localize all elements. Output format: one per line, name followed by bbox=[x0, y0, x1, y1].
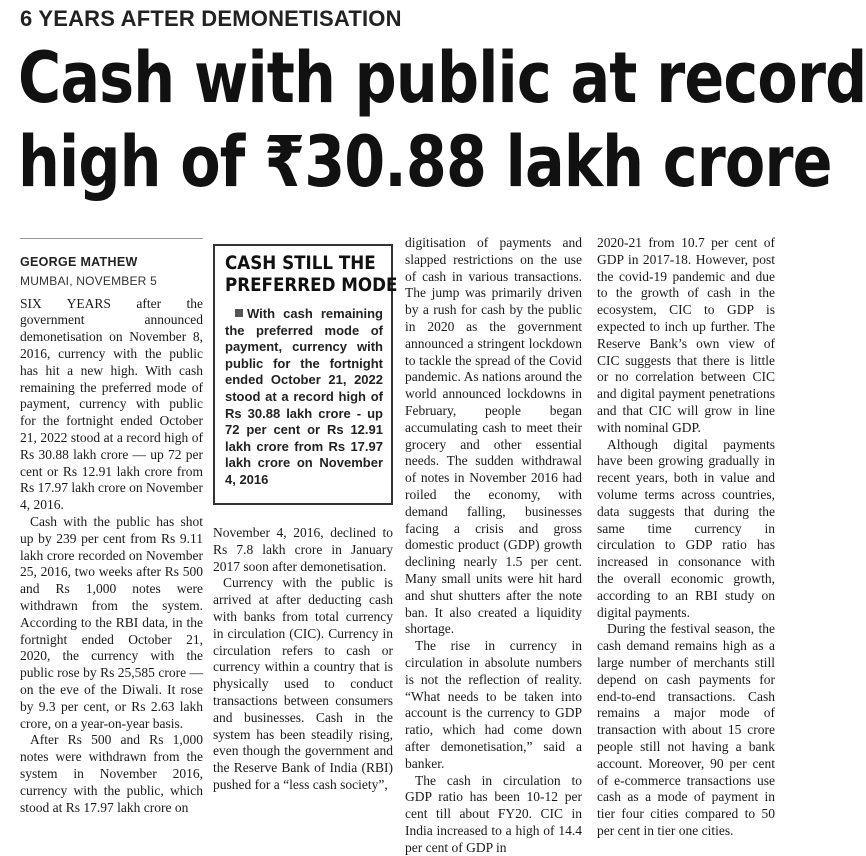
paragraph: The cash in circulation to GDP ratio has been 10-12 per cent till about FY20. CIC in India increased to a high of 14.4 per cent of GDP in bbox=[405, 773, 582, 856]
highlight-box-title bbox=[225, 252, 364, 296]
paragraph bbox=[20, 296, 203, 514]
highlight-box bbox=[213, 244, 393, 505]
box-title-line-2: PREFERRED MODE bbox=[225, 274, 397, 296]
square-bullet-icon bbox=[235, 309, 243, 317]
lead-caps: SIX YEARS bbox=[20, 296, 111, 311]
dateline: MUMBAI, NOVEMBER 5 bbox=[20, 273, 203, 290]
paragraph: Cash with the public has shot up by 239 per cent from Rs 9.11 lakh crore recorded on November 25, 2016, two weeks after Rs 500 and Rs 1,000 notes were withdrawn from the system. According to the RBI data, in the fortnight ended October 21, 2020, the currency with the public rose by Rs 25,585 crore — on the eve of the Diwali. It rose by 9.3 per cent, or Rs 2.63 lakh crore, on a year-on-year basis. bbox=[20, 514, 203, 732]
paragraph: 2020-21 from 10.7 per cent of GDP in 2017-18. However, post the covid-19 pandemic and due to the growth of cash in the ecosystem, CIC to GDP is expected to inch up further. The Reserve Bank’s own view of CIC suggests that there is little or no correlation between CIC and digital payment penetrations and that CIC will grow in line with nominal GDP. bbox=[597, 235, 775, 437]
paragraph: After Rs 500 and Rs 1,000 notes were withdrawn from the system in November 2016, currency with the public, which stood at Rs 17.97 lakh crore on bbox=[20, 732, 203, 816]
highlight-box-text bbox=[225, 306, 383, 489]
column-1 bbox=[20, 235, 203, 783]
paragraph: November 4, 2016, declined to Rs 7.8 lakh crore in January 2017 soon after demonetisation. bbox=[213, 525, 393, 575]
column-4 bbox=[597, 235, 775, 783]
byline: GEORGE MATHEW bbox=[20, 254, 203, 271]
paragraph: During the festival season, the cash demand remains high as a large number of merchants still depend on cash payments for end-to-end transactions. Cash remains a major mode of transaction with about 15 crore people still not having a bank account. Moreover, 90 per cent of e-commerce transactions use cash as a mode of payment in tier four cities compared to 50 per cent in tier one cities. bbox=[597, 621, 775, 839]
paragraph: Although digital payments have been growing gradually in recent years, both in value and volume terms across countries, data suggests that during the same time currency in circulation to GDP ratio has increased in consonance with the overall economic growth, according to an RBI study on digital payments. bbox=[597, 437, 775, 622]
column-2 bbox=[213, 235, 393, 783]
paragraph-text: after the government announced demonetisation on November 8, 2016, currency with the public has hit a new high. With cash remaining the preferred mode of payment, currency with public for the fortnight ended October 21, 2022 stood at a record high of Rs 30.88 lakh crore — up 72 per cent or Rs 12.91 lakh crore from Rs 17.97 lakh crore on November 4, 2016. bbox=[20, 296, 203, 513]
paragraph: digitisation of payments and slapped restrictions on the use of cash in various transactions. The jump was primarily driven by a rush for cash by the public in 2020 as the government announced a stringent lockdown to tackle the spread of the Covid pandemic. As nations around the world announced lockdowns in February, people began accumulating cash to meet their grocery and other essential needs. The sudden withdrawal of notes in November 2016 had roiled the economy, with demand falling, businesses facing a crisis and gross domestic product (GDP) growth declining nearly 1.5 per cent. Many small units were hit hard and shut shutters after the note ban. It also created a liquidity shortage. bbox=[405, 235, 582, 638]
kicker: 6 YEARS AFTER DEMONETISATION bbox=[20, 6, 402, 32]
paragraph: Currency with the public is arrived at after deducting cash with banks from total currency in circulation (CIC). Currency in circulation refers to cash or currency within a country that is physically used to conduct transactions between consumers and businesses. Cash in the system has been steadily rising, even though the government and the Reserve Bank of India (RBI) pushed for a “less cash society”, bbox=[213, 575, 393, 793]
paragraph: The rise in currency in circulation in absolute numbers is not the reflection of reality. “What needs to be taken into account is the currency to GDP ratio, which had come down after demonetisation,” said a banker. bbox=[405, 638, 582, 772]
headline bbox=[18, 36, 648, 204]
headline-line-1: Cash with public at record bbox=[18, 36, 648, 120]
box-title-line-1: CASH STILL THE bbox=[225, 252, 376, 274]
box-text: With cash remaining the preferred mode of payment, currency with public for the fortnight ended October 21, 2022 stood at a record high of Rs 30.88 lakh crore - up 72 per cent or Rs 12.91 lakh crore from Rs 17.97 lakh crore on November 4, 2016 bbox=[225, 306, 383, 487]
column-3 bbox=[405, 235, 582, 783]
headline-line-2: high of ₹30.88 lakh crore bbox=[18, 120, 648, 204]
